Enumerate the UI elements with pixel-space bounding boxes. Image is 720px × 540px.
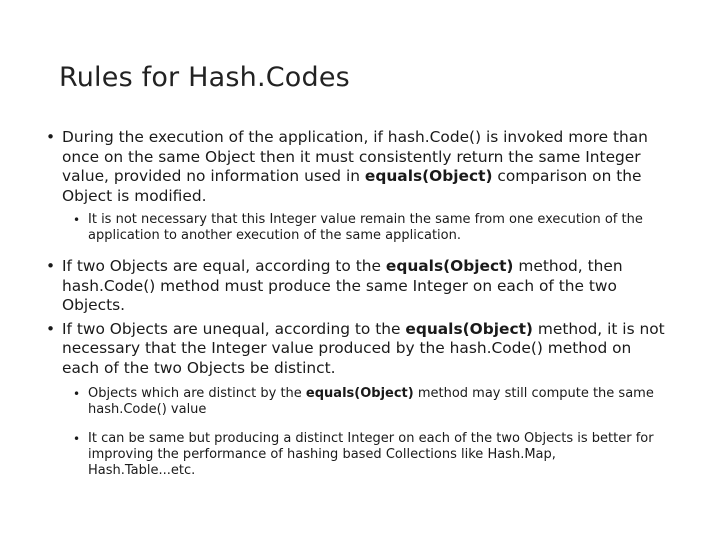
bullet-text: method, then hash.Code() method must produce the same Integer on each of the two Objects. bbox=[62, 257, 623, 314]
sub-bullet-performance bbox=[73, 431, 666, 479]
bullet-dot: • bbox=[46, 319, 56, 338]
sub-bullet-dot: • bbox=[73, 213, 81, 227]
sub-bullet-dot: • bbox=[73, 432, 81, 446]
bullet-code-term: equals(Object) bbox=[385, 257, 514, 275]
bullet-dot: • bbox=[46, 128, 56, 146]
bullet-text: During the execution of the application, if hash.Code() is invoked more than once on the same Object then it must consistently return the same Integer value, provided no information used in bbox=[62, 128, 648, 185]
slide-title: Rules for Hash.Codes bbox=[59, 62, 350, 93]
sub-bullet-distinct-same-hash bbox=[73, 386, 666, 418]
bullet-code-term: equals(Object) bbox=[364, 167, 493, 185]
sub-bullet-text: It can be same but producing a distinct Integer on each of the two Objects is better for improving the performance of hashing based Collections like Hash.Map, Hash.Table...etc. bbox=[88, 431, 654, 478]
bullet-text: comparison on the Object is modified. bbox=[62, 167, 642, 205]
sub-bullet-across-executions bbox=[73, 212, 666, 244]
slide-body bbox=[46, 128, 666, 492]
bullet-text: If two Objects are equal, according to the bbox=[62, 257, 386, 275]
bullet-equal-objects bbox=[46, 257, 666, 316]
bullet-code-term: equals(Object) bbox=[405, 319, 533, 338]
sub-bullet-text: method may still compute the same hash.Code() value bbox=[88, 386, 654, 417]
bullet-text: method, it is not necessary that the Integer value produced by the hash.Code() method on each of the two Objects be distinct. bbox=[62, 319, 665, 377]
bullet-text: If two Objects are unequal, according to the bbox=[62, 319, 406, 338]
sub-bullet-text: It is not necessary that this Integer value remain the same from one execution of the application to another execution of the same application. bbox=[88, 212, 643, 243]
sub-bullet-dot: • bbox=[73, 387, 81, 401]
bullet-dot: • bbox=[46, 257, 56, 275]
sub-bullet-code-term: equals(Object) bbox=[305, 386, 414, 401]
bullet-execution-consistency bbox=[46, 128, 666, 206]
bullet-unequal-objects bbox=[46, 320, 666, 379]
sub-bullet-text: Objects which are distinct by the bbox=[88, 386, 306, 401]
